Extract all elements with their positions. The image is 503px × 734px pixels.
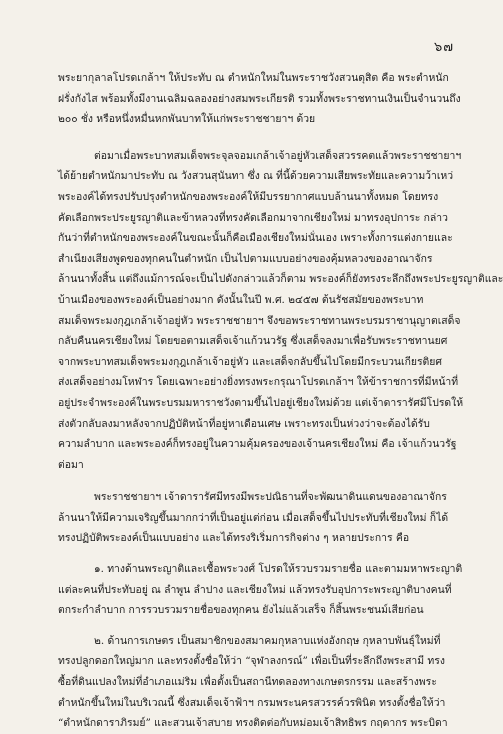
- paragraph-line: จากพระบาทสมเด็จพระมงกุฎเกล้าเจ้าอยู่หัว และเสด็จกลับขึ้นไปโดยมีกระบวนเกียรติยศ: [58, 355, 442, 368]
- paragraph-line: ทรงปลูกดอกใหญ่มาก และทรงตั้งชื่อให้ว่า “จุฬาลงกรณ์” เพื่อเป็นที่ระลึกถึงพระสามี ทรง: [58, 655, 445, 668]
- paragraph-line: อยู่ประจำพระองค์ในพระบรมมหาราชวังตามขึ้นไปอยู่เชียงใหม่ด้วย แต่เจ้าดารารัศมีโปรดให้: [58, 396, 464, 409]
- paragraph-line: ตำหนักขึ้นใหม่ในบริเวณนี้ ซึ่งสมเด็จเจ้าฟ้าฯ กรมพระนครสวรรค์วรพินิต ทรงตั้งชื่อให้ว่า: [58, 696, 446, 709]
- page-number: ๖๗: [433, 40, 454, 55]
- paragraph-line: ๒๐๐ ชั่ง หรือหนึ่งหมื่นหกพันบาทให้แก่พระราชชายาฯ ด้วย: [58, 113, 316, 126]
- paragraph-line: ๒. ด้านการเกษตร เป็นสมาชิกของสมาคมกุหลาบแห่งอังกฤษ กุหลาบพันธุ์ใหม่ที่: [94, 634, 441, 647]
- paragraph-line: ล้านนาให้มีความเจริญขึ้นมากกว่าที่เป็นอยู่แต่ก่อน เมื่อเสด็จขึ้นไปประทับที่เชียงใหม่ ก็ได้: [58, 511, 449, 524]
- paragraph-line: สมเด็จพระมงกุฎเกล้าเจ้าอยู่หัว พระราชชายาฯ จึงขอพระราชทานพระบรมราชานุญาตเสด็จ: [58, 314, 461, 327]
- paragraph-line: ๑. ทางด้านพระญาติและเชื้อพระวงศ์ โปรดให้รวบรวมรายชื่อ และตามมหาพระญาติ: [94, 563, 463, 576]
- paragraph-line: ตกระกำลำบาก การรวบรวมรายชื่อของทุกคน ยังไม่แล้วเสร็จ ก็สิ้นพระชนม์เสียก่อน: [58, 604, 424, 617]
- paragraph-3: [58, 487, 456, 549]
- paragraph-5: [58, 631, 456, 734]
- paragraph-line: ทรงปฏิบัติพระองค์เป็นแบบอย่าง และได้ทรงริเริ่มการกิจต่าง ๆ หลายประการ คือ: [58, 532, 410, 545]
- paragraph-line: ส่งตัวกลับลงมาหลังจากปฏิบัติหน้าที่อยู่หาเดือนเศษ เพราะทรงเป็นห่วงว่าจะต้องได้รับ: [58, 417, 430, 430]
- paragraph-line: กลับคืนนครเชียงใหม่ โดยขอตามเสด็จเจ้าแก้วนวรัฐ ซึ่งเสด็จลงมาเพื่อรับพระราชทานยศ: [58, 335, 448, 348]
- paragraph-line: พระยากุลาลโปรดเกล้าฯ ให้ประทับ ณ ตำหนักใหม่ในพระราชวังสวนดุสิต คือ พระตำหนัก: [58, 72, 449, 84]
- paragraph-line: กันว่าที่ตำหนักของพระองค์ในขณะนั้นก็คือเมืองเชียงใหม่นั่นเอง เพราะทั้งการแต่งกายและ: [58, 232, 453, 245]
- paragraph-line: ต่อมาเมื่อพระบาทสมเด็จพระจุลจอมเกล้าเจ้าอยู่หัวเสด็จสวรรคตแล้วพระราชชายาฯ: [94, 149, 462, 162]
- paragraph-1: [58, 68, 461, 130]
- paragraph-line: ต่อมา: [58, 458, 84, 471]
- paragraph-line: “ตำหนักดาราภิรมย์” และสวนเจ้าสบาย ทรงติดต่อกับหม่อมเจ้าสิทธิพร กฤดากร พระบิดา: [58, 717, 448, 730]
- paragraph-line: คัดเลือกพระประยูรญาติและข้าหลวงที่ทรงคัดเลือกมาจากเชียงใหม่ มาทรงอุปการะ กล่าว: [58, 211, 448, 224]
- paragraph-line: พระองค์ได้ทรงปรับปรุงตำหนักของพระองค์ให้มีบรรยากาศแบบล้านนาทั้งหมด โดยทรง: [58, 190, 439, 203]
- paragraph-4: [58, 559, 463, 621]
- paragraph-line: ความลำบาก และพระองค์ก็ทรงอยู่ในความคุ้มครองของเจ้านครเชียงใหม่ คือ เจ้าแก้วนวรัฐ: [58, 438, 457, 451]
- paragraph-2: [58, 146, 503, 476]
- paragraph-line: พระราชชายาฯ เจ้าดารารัศมีทรงมีพระปณิธานที่จะพัฒนาดินแดนของอาณาจักร: [94, 491, 447, 504]
- paragraph-line: แต่ละคนที่ประทับอยู่ ณ ลำพูน ลำปาง และเชียงใหม่ แล้วทรงรับอุปการะพระญาติบางคนที่: [58, 583, 452, 596]
- paragraph-line: ซื้อที่ดินแปลงใหม่ที่อำเภอแม่ริม เพื่อตั้งเป็นสถานีทดลองทางเกษตรกรรม และสร้างพระ: [58, 676, 437, 689]
- paragraph-line: บ้านเมืองของพระองค์เป็นอย่างมาก ดังนั้นในปี พ.ศ. ๒๔๕๗ ต้นรัชสมัยของพระบาท: [58, 293, 424, 306]
- paragraph-line: ล้านนาทั้งสิ้น แต่ถึงแม้การณ์จะเป็นไปดังกล่าวแล้วก็ตาม พระองค์ก็ยังทรงระลึกถึงพระประยูรญาติและ: [58, 273, 503, 286]
- paragraph-line: ส่งเสด็จอย่างมโหฬาร โดยเฉพาะอย่างยิ่งทรงพระกรุณาโปรดเกล้าฯ ให้ข้าราชการที่มีหน้าที่: [58, 376, 459, 389]
- paragraph-line: ฝรั่งกังไส พร้อมทั้งมีงานเฉลิมฉลองอย่างสมพระเกียรติ รวมทั้งพระราชทานเงินเป็นจำนวนถึง: [58, 92, 461, 105]
- paragraph-line: สำเนียงเสียงพูดของทุกคนในตำหนัก เป็นไปตามแบบอย่างของคุ้มหลวงของอาณาจักร: [58, 252, 433, 265]
- paragraph-line: ได้ย้ายตำหนักมาประทับ ณ วังสวนสุนันทา ซึ่ง ณ ที่นี้ด้วยความเสียพระทัยและความว้าเหว่: [58, 170, 454, 183]
